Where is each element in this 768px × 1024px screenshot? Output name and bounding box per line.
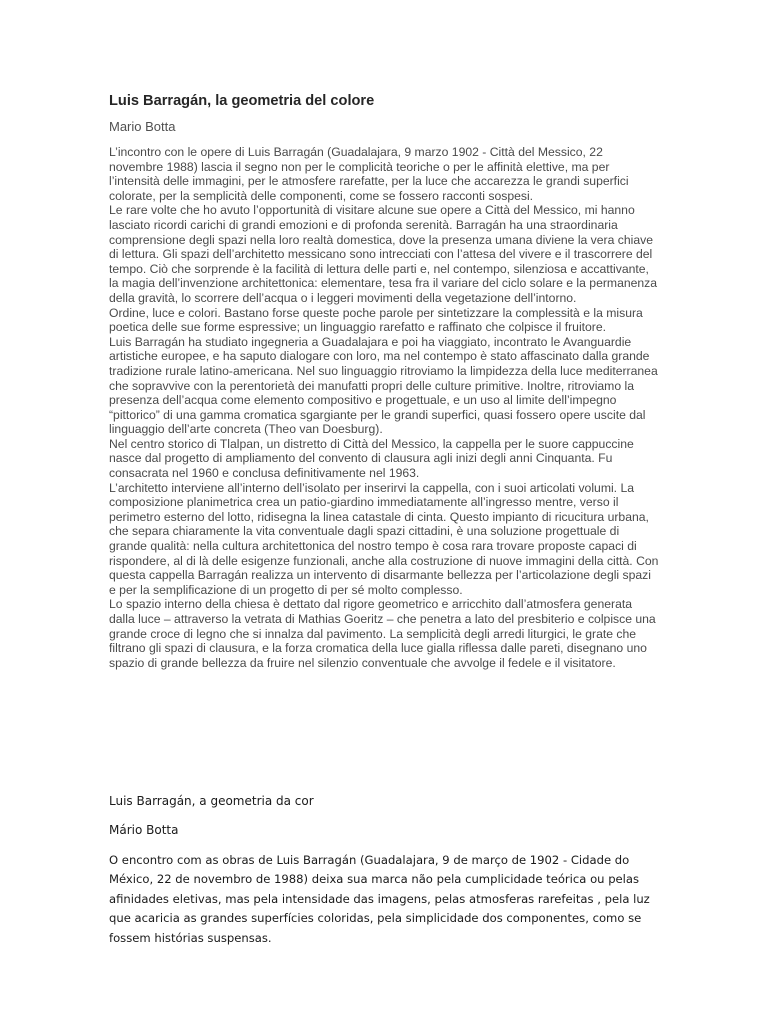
- italian-author: Mario Botta: [109, 119, 176, 134]
- italian-paragraph-5: Nel centro storico di Tlalpan, un distretto di Città del Messico, la cappella per le suore cappuccine nasce dal progetto di ampliamento del convento di clausura agli inizi degli anni Cinquanta. Fu consacrata nel 1960 e conclusa definitivamente nel 1963.: [109, 436, 634, 481]
- italian-paragraph-2: Le rare volte che ho avuto l’opportunità di visitare alcune sue opere a Città del Messico, mi hanno lasciato ricordi carichi di grandi emozioni e di profonda serenità. Barragán ha una straordinaria comprensione degli spazi nella loro realtà domestica, dove la presenza umana diviene la vera chiave di lettura. Gli spazi dell’architetto messicano sono intrecciati con l’attesa del vivere e il trascorrere del tempo. Ciò che sorprende è la facilità di lettura delle parti e, nel contempo, silenziosa e accattivante, la magia dell’invenzione architettonica: elementare, tesa fra il variare del ciclo solare e la permanenza della gravità, lo scorrere dell’acqua o i leggeri movimenti della vegetazione dell’intorno.: [109, 203, 658, 305]
- italian-article: [109, 92, 659, 670]
- italian-paragraph-6: L’architetto interviene all’interno dell’isolato per inserirvi la cappella, con i suoi articolati volumi. La composizione planimetrica crea un patio-giardino immediatamente all’ingresso mentre, verso il perimetro esterno del lotto, ridisegna la linea catastale di cinta. Questo impianto di ricucitura urbana, che separa chiaramente la vita conventuale dagli spazi cittadini, è una soluzione progettuale di grande qualità: nella cultura architettonica del nostro tempo è cosa rara trovare proposte capaci di rispondere, al di là delle esigenze funzionali, anche alla costruzione di nuove immagini della città. Con questa cappella Barragán realizza un intervento di disarmante bellezza per l’articolazione degli spazi e per la semplificazione di un progetto di per sé molto complesso.: [109, 480, 659, 597]
- italian-paragraph-7: Lo spazio interno della chiesa è dettato dal rigore geometrico e arricchito dall’atmosfera generata dalla luce – attraverso la vetrata di Mathias Goeritz – che penetra a lato del presbiterio e colpisce una grande croce di legno che si innalza dal pavimento. La semplicità degli arredi liturgici, le grate che filtrano gli spazi di clausura, e la forza cromatica della luce gialla riflessa dalle pareti, disegnano uno spazio di grande bellezza da fruire nel silenzio conventuale che avvolge il fedele e il visitatore.: [109, 597, 656, 670]
- italian-paragraph-4: Luis Barragán ha studiato ingegneria a Guadalajara e poi ha viaggiato, incontrato le Avanguardie artistiche europee, e ha saputo dialogare con loro, ma nel contempo è stato affascinato dalla grande tradizione rurale latino-americana. Nel suo linguaggio ritroviamo la limpidezza della luce mediterranea che sopravvive con la perentorietà dei manufatti propri delle culture primitive. Inoltre, ritroviamo la presenza dell’acqua come elemento compositivo e progettuale, e un uso al limite dell’impegno “pittorico” di una gamma cromatica sgargiante per le grandi superfici, quasi fossero opere uscite dal linguaggio dell’arte concreta (Theo van Doesburg).: [109, 334, 658, 437]
- portuguese-title: Luis Barragán, a geometria da cor: [109, 794, 314, 808]
- portuguese-article: [109, 793, 669, 948]
- portuguese-paragraph-1: O encontro com as obras de Luis Barragán (Guadalajara, 9 de março de 1902 - Cidade do México, 22 de novembro de 1988) deixa sua marca não pela cumplicidade teórica ou pelas afinidades eletivas, mas pela intensidade das imagens, pelas atmosferas rarefeitas , pela luz que acaricia as grandes superfícies coloridas, pela simplicidade dos componentes, como se fossem histórias suspensas.: [109, 853, 650, 945]
- italian-paragraph-3: Ordine, luce e colori. Bastano forse queste poche parole per sintetizzare la complessità e la misura poetica delle sue forme espressive; un linguaggio rarefatto e raffinato che colpisce il fruitore.: [109, 305, 643, 335]
- portuguese-author: Mário Botta: [109, 823, 179, 837]
- italian-title: Luis Barragán, la geometria del colore: [109, 93, 375, 109]
- italian-paragraph-1: L’incontro con le opere di Luis Barragán (Guadalajara, 9 marzo 1902 - Città del Messico, 22 novembre 1988) lascia il segno non per le complicità teoriche o per le affinità elettive, ma per l’intensità delle immagini, per le atmosfere rarefatte, per la luce che accarezza le grandi superfici colorate, per la semplicità delle componenti, come se fossero racconti sospesi.: [109, 145, 629, 203]
